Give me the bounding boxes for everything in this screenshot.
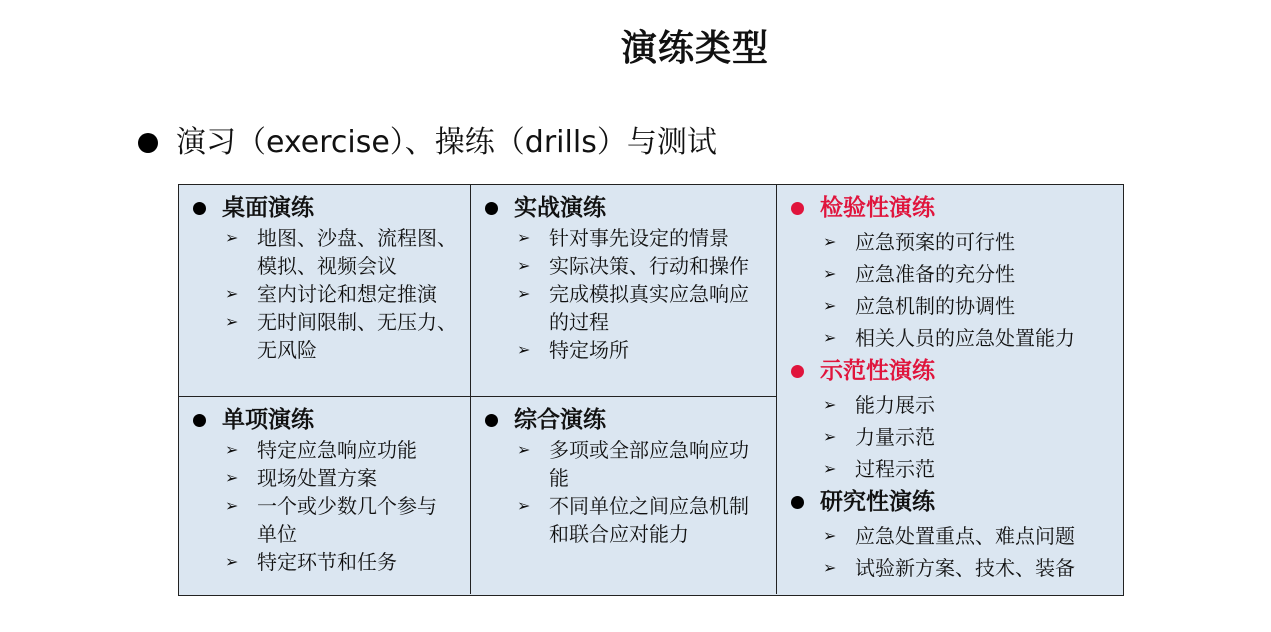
bullet-dot-icon	[193, 414, 206, 427]
list-item-text: 针对事先设定的情景	[549, 226, 729, 250]
bullet-dot-icon	[485, 202, 498, 215]
cell-single-drill	[179, 397, 471, 594]
list-item-text: 相关人员的应急处置能力	[855, 326, 1075, 350]
arrow-bullet-icon: ➢	[225, 468, 239, 487]
arrow-bullet-icon: ➢	[517, 440, 531, 459]
arrow-bullet-icon: ➢	[823, 558, 837, 577]
arrow-bullet-icon: ➢	[823, 264, 837, 283]
list-item	[517, 280, 776, 336]
cell-comprehensive-drill	[471, 397, 777, 594]
list-item-text: 无时间限制、无压力、无风险	[257, 310, 457, 362]
list-item	[517, 492, 776, 548]
list-item	[225, 548, 470, 576]
arrow-bullet-icon: ➢	[225, 496, 239, 515]
list-item	[225, 280, 470, 308]
list-item-text: 应急机制的协调性	[855, 294, 1015, 318]
list-item	[225, 224, 470, 280]
bullet-dot-icon	[791, 202, 804, 215]
arrow-bullet-icon: ➢	[823, 232, 837, 251]
arrow-bullet-icon: ➢	[225, 440, 239, 459]
item-list	[791, 226, 1122, 354]
cell-heading	[485, 405, 776, 435]
item-list	[193, 224, 470, 364]
arrow-bullet-icon: ➢	[823, 526, 837, 545]
list-item-text: 应急处置重点、难点问题	[855, 524, 1075, 548]
item-list	[485, 436, 776, 548]
arrow-bullet-icon: ➢	[823, 296, 837, 315]
cell-heading	[193, 193, 470, 223]
list-item-text: 实际决策、行动和操作	[549, 254, 749, 278]
drill-types-table	[178, 184, 1124, 596]
list-item-text: 应急准备的充分性	[855, 262, 1015, 286]
arrow-bullet-icon: ➢	[225, 552, 239, 571]
cell-purpose-types	[777, 185, 1122, 594]
list-item	[517, 336, 776, 364]
bullet-dot-icon	[791, 496, 804, 509]
list-item	[823, 258, 1122, 290]
list-item-text: 应急预案的可行性	[855, 230, 1015, 254]
list-item	[823, 520, 1122, 552]
item-list	[193, 436, 470, 576]
main-bullet	[138, 120, 717, 166]
list-item-text: 一个或少数几个参与单位	[257, 494, 437, 546]
list-item-text: 试验新方案、技术、装备	[855, 556, 1075, 580]
list-item-text: 现场处置方案	[257, 466, 377, 490]
list-item-text: 力量示范	[855, 425, 935, 449]
heading-text: 单项演练	[222, 407, 314, 433]
heading-text: 综合演练	[514, 407, 606, 433]
cell-live-drill	[471, 185, 777, 397]
arrow-bullet-icon: ➢	[517, 284, 531, 303]
list-item	[823, 290, 1122, 322]
item-list	[791, 520, 1122, 584]
heading-text: 示范性演练	[820, 358, 935, 384]
arrow-bullet-icon: ➢	[225, 312, 239, 331]
list-item-text: 特定应急响应功能	[257, 438, 417, 462]
list-item	[225, 308, 470, 364]
arrow-bullet-icon: ➢	[823, 459, 837, 478]
list-item-text: 不同单位之间应急机制和联合应对能力	[549, 494, 749, 546]
list-item-text: 室内讨论和想定推演	[257, 282, 437, 306]
arrow-bullet-icon: ➢	[823, 395, 837, 414]
list-item	[823, 389, 1122, 421]
list-item	[823, 552, 1122, 584]
list-item	[823, 322, 1122, 354]
arrow-bullet-icon: ➢	[517, 228, 531, 247]
main-bullet-text: 演习（exercise）、操练（drills）与测试	[176, 125, 717, 160]
list-item	[823, 453, 1122, 485]
list-item	[225, 492, 470, 548]
list-item-text: 特定环节和任务	[257, 550, 397, 574]
list-item-text: 完成模拟真实应急响应的过程	[549, 282, 749, 334]
list-item	[517, 436, 776, 492]
list-item	[823, 226, 1122, 258]
arrow-bullet-icon: ➢	[225, 284, 239, 303]
heading-text: 桌面演练	[222, 195, 314, 221]
arrow-bullet-icon: ➢	[517, 256, 531, 275]
item-list	[791, 389, 1122, 485]
list-item	[823, 421, 1122, 453]
cell-heading	[193, 405, 470, 435]
cell-heading	[791, 191, 1122, 225]
heading-text: 研究性演练	[820, 489, 935, 515]
bullet-dot-icon	[791, 365, 804, 378]
heading-text: 检验性演练	[820, 195, 935, 221]
arrow-bullet-icon: ➢	[225, 228, 239, 247]
list-item-text: 地图、沙盘、流程图、模拟、视频会议	[257, 226, 457, 278]
list-item-text: 多项或全部应急响应功能	[549, 438, 749, 490]
arrow-bullet-icon: ➢	[823, 427, 837, 446]
list-item	[225, 436, 470, 464]
list-item-text: 能力展示	[855, 393, 935, 417]
cell-tabletop-drill	[179, 185, 471, 397]
list-item	[517, 224, 776, 252]
bullet-dot-icon	[193, 202, 206, 215]
arrow-bullet-icon: ➢	[823, 328, 837, 347]
item-list	[485, 224, 776, 364]
arrow-bullet-icon: ➢	[517, 496, 531, 515]
arrow-bullet-icon: ➢	[517, 340, 531, 359]
list-item	[225, 464, 470, 492]
list-item-text: 过程示范	[855, 457, 935, 481]
bullet-dot-icon	[138, 133, 158, 153]
slide-title: 演练类型	[620, 28, 769, 69]
bullet-dot-icon	[485, 414, 498, 427]
cell-heading	[485, 193, 776, 223]
list-item-text: 特定场所	[549, 338, 629, 362]
cell-heading	[791, 354, 1122, 388]
heading-text: 实战演练	[514, 195, 606, 221]
list-item	[517, 252, 776, 280]
cell-heading	[791, 485, 1122, 519]
